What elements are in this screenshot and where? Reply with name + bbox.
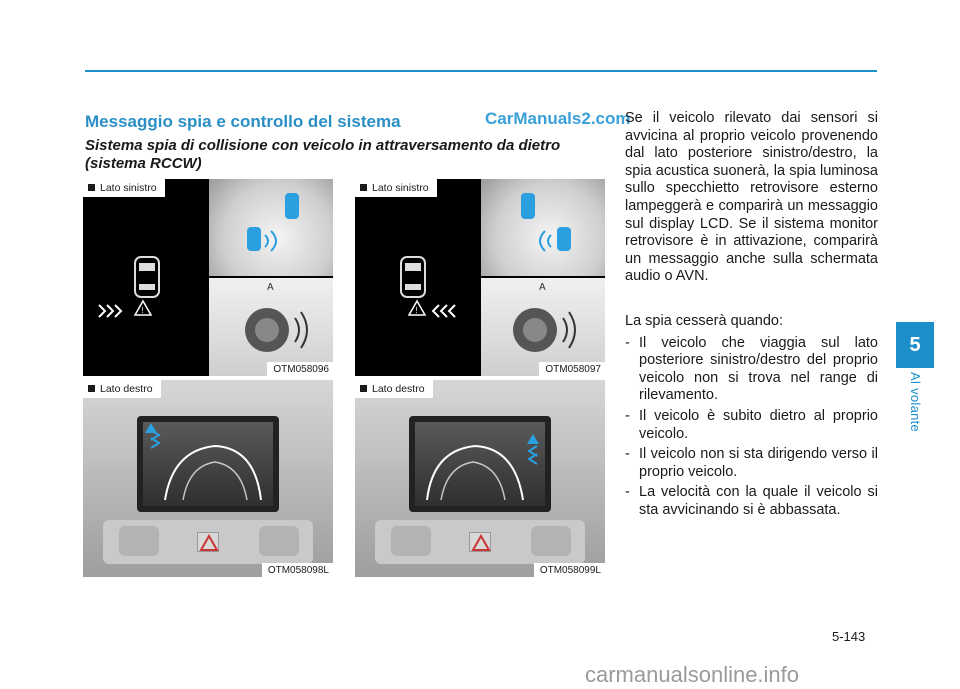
avn-screen <box>143 422 273 506</box>
figure-label-text: Lato destro <box>372 383 425 395</box>
hazard-triangle-icon <box>470 533 492 553</box>
square-bullet-icon <box>360 184 367 191</box>
list-dash: - <box>625 407 630 424</box>
rear-camera-guidelines <box>415 422 545 506</box>
figure-right-side-avn <box>83 380 333 577</box>
left-knob <box>119 526 159 556</box>
figure-label <box>83 380 161 398</box>
list-item <box>625 484 878 519</box>
square-bullet-icon <box>88 385 95 392</box>
figure-label <box>355 179 437 197</box>
list-item-text: Il veicolo che viaggia sul lato posteriore sinistro/destro del proprio veicolo non si trova nel range di rilevamento. <box>639 334 878 404</box>
vehicles-approach-icon <box>209 179 333 276</box>
stop-conditions <box>625 313 878 523</box>
vehicles-approach-icon <box>481 179 605 276</box>
list-item <box>625 408 878 443</box>
list-dash: - <box>625 446 630 463</box>
chapter-label: Al volante <box>908 372 923 433</box>
figure-label-text: Lato destro <box>100 383 153 395</box>
list-item-text: La velocità con la quale il veicolo si sta avvicinando si è abbassata. <box>639 484 878 518</box>
avn-screen <box>415 422 545 506</box>
speaker-letter: A <box>539 282 546 293</box>
list-item <box>625 335 878 405</box>
figure-left-side-rear <box>83 179 333 376</box>
list-item-text: Il veicolo non si sta dirigendo verso il proprio veicolo. <box>639 446 878 480</box>
square-bullet-icon <box>88 184 95 191</box>
hazard-triangle-icon <box>198 533 220 553</box>
mirror-warning-view <box>209 179 333 276</box>
left-knob <box>391 526 431 556</box>
body-paragraph: Se il veicolo rilevato dai sensori si avvicina al proprio veicolo provenendo dal lato posteriore sinistro/destro, la spia acustica suonerà, la spia luminosa sullo specchietto retrovisore esterno lampeggerà e comparirà un messaggio sul display LCD. Se il sistema monitor retrovisore è in attivazione, comparirà un messaggio anche sulla schermata audio o AVN. <box>625 110 878 285</box>
list-item-text: Il veicolo è subito dietro al proprio veicolo. <box>639 407 878 442</box>
figure-code: OTM058098L <box>262 563 333 577</box>
stop-conditions-list <box>625 335 878 520</box>
list-item <box>625 446 878 481</box>
cluster-car-icon <box>355 179 479 376</box>
figure-code: OTM058097 <box>539 362 605 376</box>
footer-watermark[interactable]: carmanualsonline.info <box>585 662 800 687</box>
list-dash: - <box>625 484 630 501</box>
figure-right-side-avn-2 <box>355 380 605 577</box>
watermark-link[interactable]: CarManuals2.com <box>485 109 631 128</box>
cluster-display <box>355 179 479 376</box>
right-knob <box>259 526 299 556</box>
speaker-letter: A <box>267 282 274 293</box>
subtitle: Sistema spia di collisione con veicolo in attraversamento da dietro (sistema RCCW) <box>85 137 561 172</box>
list-dash: - <box>625 334 630 351</box>
figure-label <box>83 179 165 197</box>
figure-label-text: Lato sinistro <box>372 182 429 194</box>
rear-camera-guidelines <box>143 422 273 506</box>
hazard-button <box>469 532 491 552</box>
top-rule <box>85 70 877 72</box>
hazard-button <box>197 532 219 552</box>
figure-code: OTM058096 <box>267 362 333 376</box>
cluster-display <box>83 179 207 376</box>
cluster-car-icon <box>83 179 207 376</box>
chapter-number-tab[interactable]: 5 <box>896 322 934 368</box>
list-intro: La spia cesserà quando: <box>625 313 783 329</box>
figure-left-side-rear-2 <box>355 179 605 376</box>
figure-code: OTM058099L <box>534 563 605 577</box>
figure-label-text: Lato sinistro <box>100 182 157 194</box>
right-knob <box>531 526 571 556</box>
figure-label <box>355 380 433 398</box>
square-bullet-icon <box>360 385 367 392</box>
section-title: Messaggio spia e controllo del sistema <box>85 112 401 131</box>
mirror-warning-view <box>481 179 605 276</box>
svg-text:!: ! <box>141 306 144 315</box>
page-number: 5-143 <box>832 629 866 644</box>
svg-text:!: ! <box>415 306 418 315</box>
body-text <box>625 110 878 304</box>
